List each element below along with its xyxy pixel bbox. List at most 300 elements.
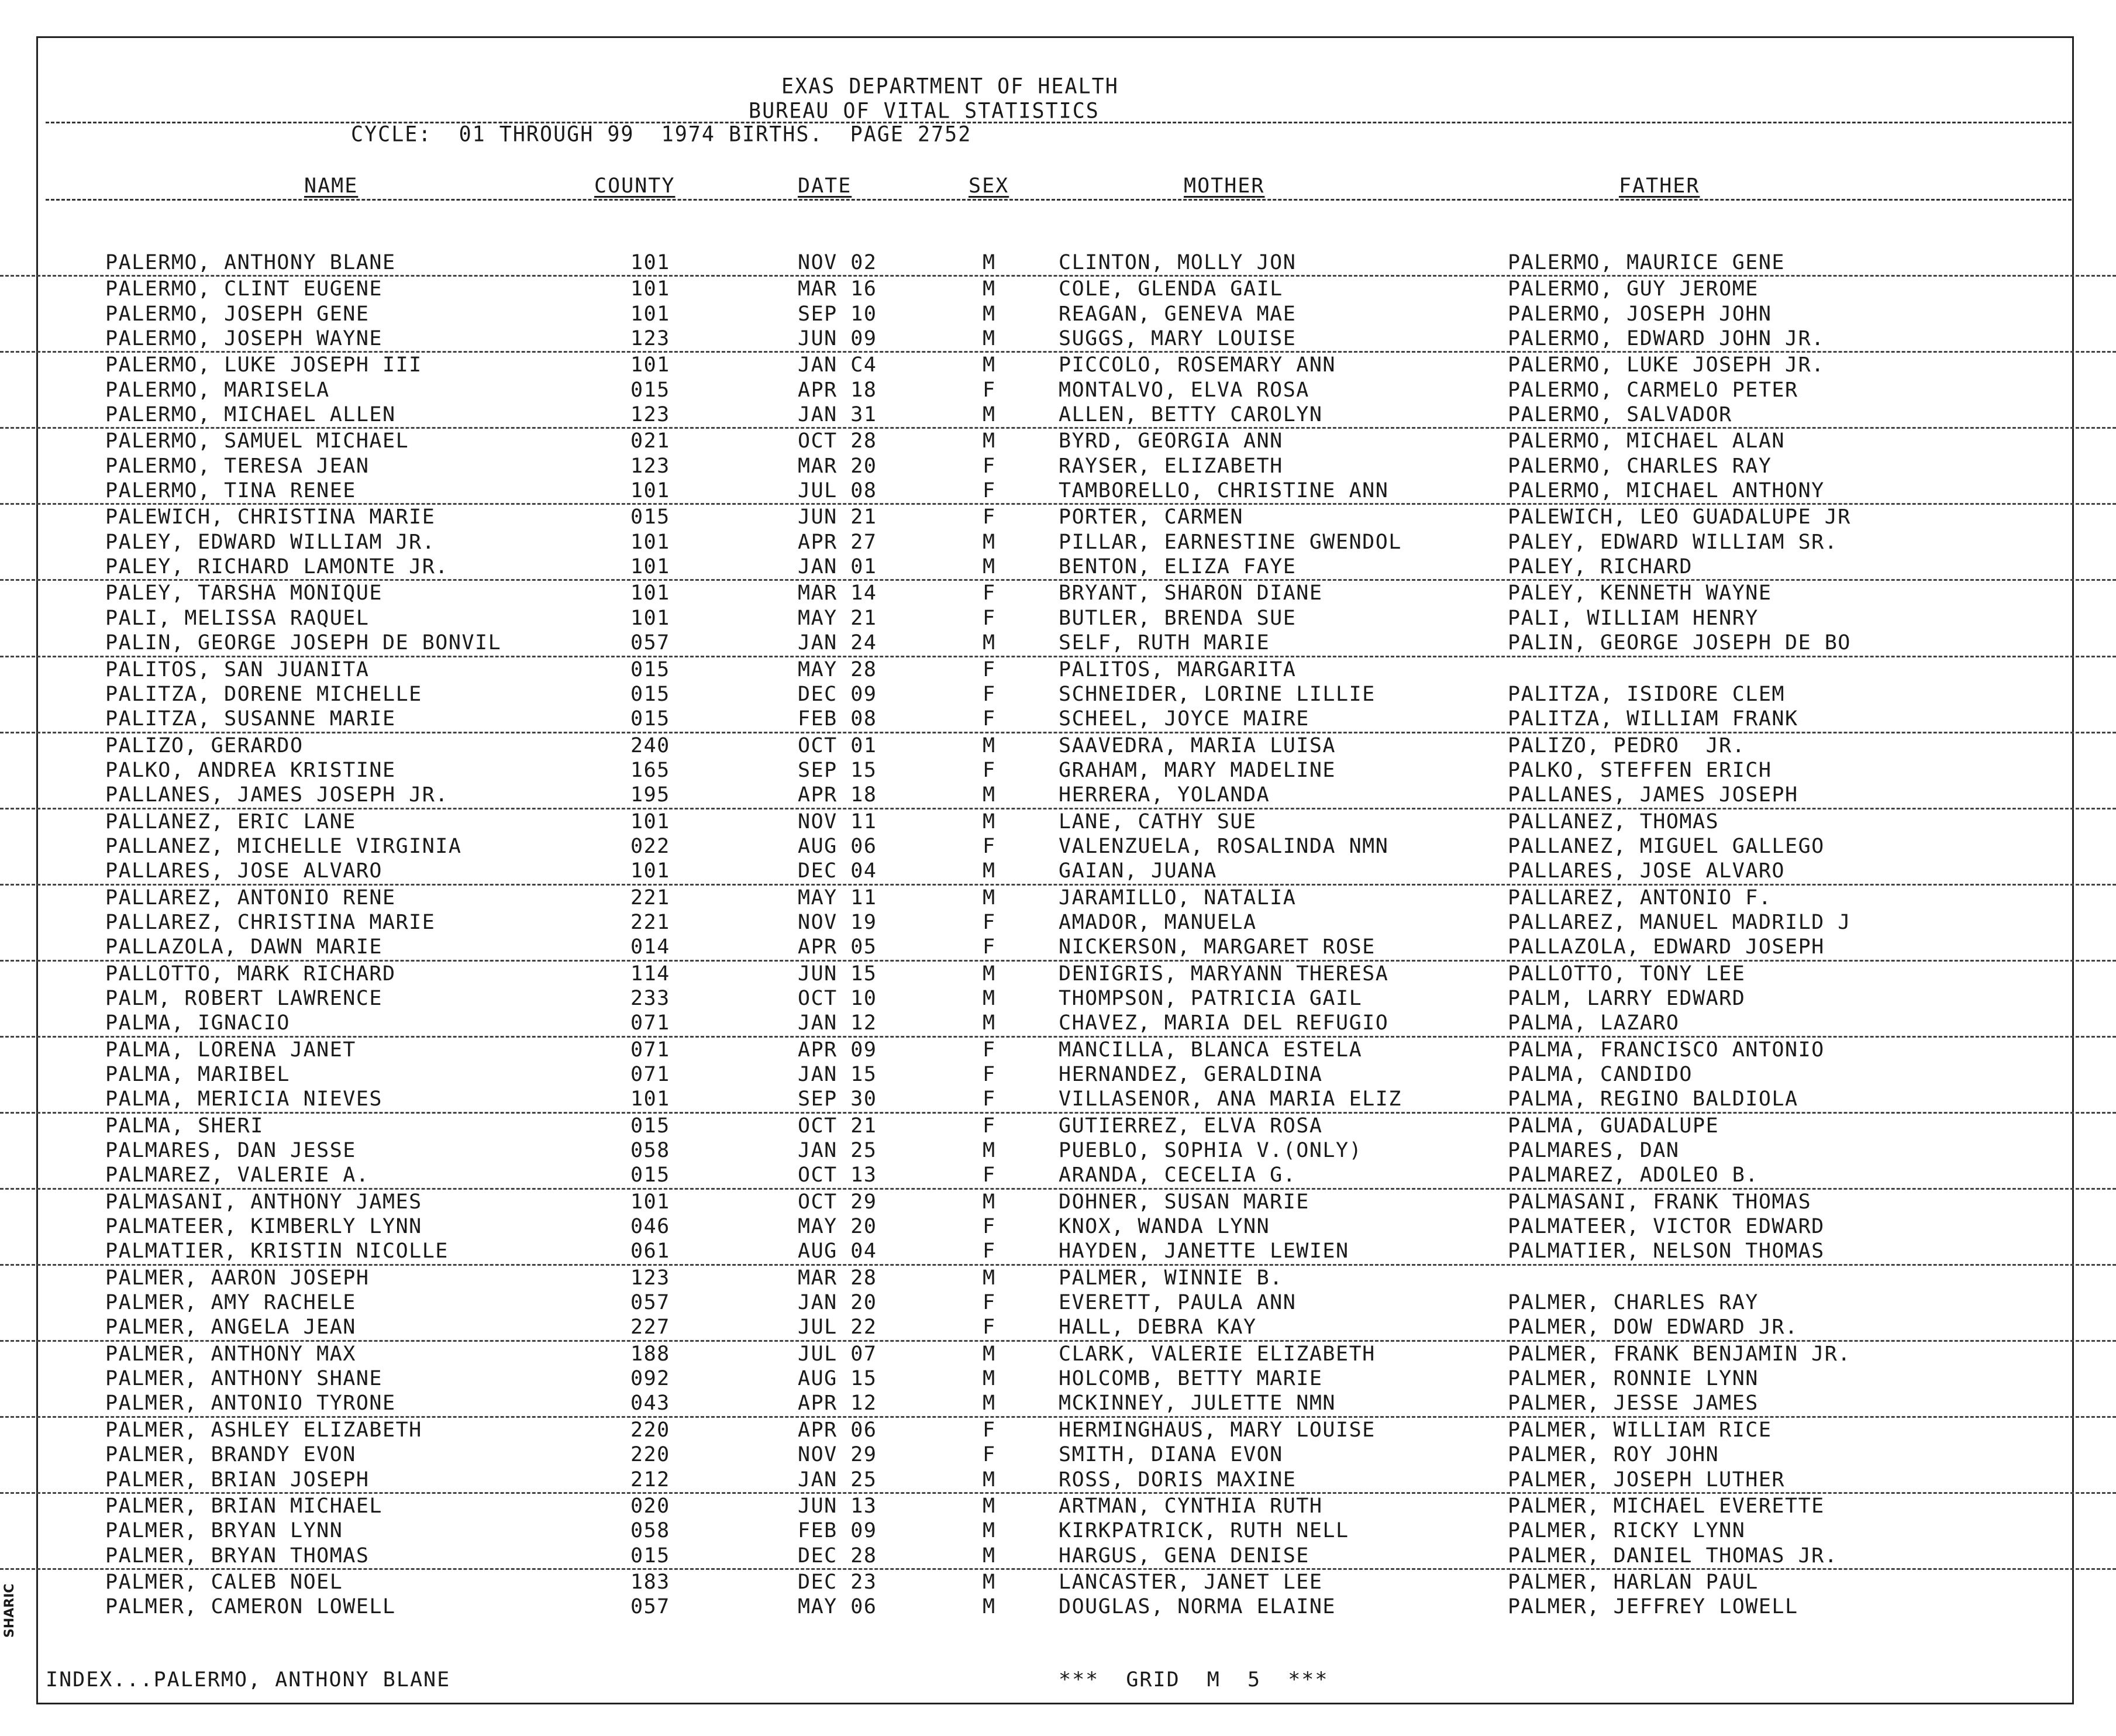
cell-sex: M — [983, 1494, 996, 1518]
cell-name: PALITZA, DORENE MICHELLE — [105, 682, 422, 706]
cell-name: PALMA, LORENA JANET — [105, 1038, 356, 1062]
cell-mother: JARAMILLO, NATALIA — [1059, 886, 1297, 910]
cell-father: PALMER, MICHAEL EVERETTE — [1508, 1494, 1825, 1518]
cell-sex: M — [983, 1367, 996, 1391]
cell-name: PALMA, SHERI — [105, 1114, 264, 1138]
table-row — [0, 302, 2116, 326]
cell-sex: F — [983, 657, 996, 681]
table-row — [0, 1518, 2116, 1543]
cell-date: APR 18 — [798, 378, 877, 402]
cell-mother: ALLEN, BETTY CAROLYN — [1059, 403, 1323, 427]
cell-mother: COLE, GLENDA GAIL — [1059, 277, 1283, 301]
cell-sex: M — [983, 859, 996, 883]
header-bureau: BUREAU OF VITAL STATISTICS — [749, 99, 1100, 123]
cell-name: PALMER, AMY RACHELE — [105, 1291, 356, 1315]
cell-date: JAN 25 — [798, 1139, 877, 1163]
cell-name: PALMATIER, KRISTIN NICOLLE — [105, 1239, 449, 1263]
cell-date: NOV 02 — [798, 251, 877, 274]
cell-mother: NICKERSON, MARGARET ROSE — [1059, 935, 1376, 959]
cell-county: 057 — [630, 631, 670, 655]
table-row — [0, 250, 2116, 277]
cell-sex: M — [983, 403, 996, 427]
cell-sex: F — [983, 1038, 996, 1062]
cell-date: FEB 09 — [798, 1519, 877, 1543]
cell-date: JUL 07 — [798, 1342, 877, 1366]
cell-father: PALLAZOLA, EDWARD JOSEPH — [1508, 935, 1825, 959]
cell-date: APR 27 — [798, 530, 877, 554]
cell-county: 014 — [630, 935, 670, 959]
table-row — [0, 1570, 2116, 1594]
cell-sex: M — [983, 810, 996, 833]
cell-mother: SCHNEIDER, LORINE LILLIE — [1059, 682, 1376, 706]
cell-county: 101 — [630, 353, 670, 377]
cell-sex: F — [983, 606, 996, 630]
cell-name: PALMER, BRANDY EVON — [105, 1443, 356, 1467]
cell-father: PALMER, FRANK BENJAMIN JR. — [1508, 1342, 1851, 1366]
cell-sex: M — [983, 1595, 996, 1619]
cell-name: PALMA, IGNACIO — [105, 1011, 291, 1035]
cell-mother: DENIGRIS, MARYANN THERESA — [1059, 962, 1389, 986]
cell-mother: SCHEEL, JOYCE MAIRE — [1059, 707, 1309, 731]
table-row — [0, 1038, 2116, 1062]
cell-county: 058 — [630, 1519, 670, 1543]
table-row — [0, 554, 2116, 581]
table-row — [0, 935, 2116, 961]
table-row — [0, 834, 2116, 859]
table-row — [0, 378, 2116, 402]
cell-mother: HALL, DEBRA KAY — [1059, 1315, 1257, 1339]
cell-county: 101 — [630, 810, 670, 833]
cell-father: PALMER, JESSE JAMES — [1508, 1391, 1759, 1415]
cell-mother: HERNANDEZ, GERALDINA — [1059, 1063, 1323, 1086]
cell-father: PALMA, REGINO BALDIOLA — [1508, 1087, 1798, 1111]
cell-sex: F — [983, 1443, 996, 1467]
cell-name: PALMATEER, KIMBERLY LYNN — [105, 1215, 422, 1239]
cell-father: PALM, LARRY EDWARD — [1508, 986, 1746, 1010]
cell-sex: F — [983, 834, 996, 858]
table-row — [0, 429, 2116, 453]
cell-mother: GRAHAM, MARY MADELINE — [1059, 758, 1336, 782]
cell-date: MAR 20 — [798, 454, 877, 478]
table-row — [0, 1494, 2116, 1518]
cell-mother: HERMINGHAUS, MARY LOUISE — [1059, 1418, 1376, 1442]
cell-mother: LANCASTER, JANET LEE — [1059, 1570, 1323, 1594]
cell-sex: M — [983, 631, 996, 655]
cell-father: PALEWICH, LEO GUADALUPE JR — [1508, 505, 1851, 529]
table-row — [0, 1418, 2116, 1442]
cell-sex: M — [983, 1190, 996, 1214]
cell-mother: LANE, CATHY SUE — [1059, 810, 1257, 833]
table-row — [0, 1163, 2116, 1189]
cell-date: JUL 22 — [798, 1315, 877, 1339]
header-agency: EXAS DEPARTMENT OF HEALTH — [781, 74, 1119, 99]
side-stamp: SHARIC — [2, 1583, 17, 1638]
table-row — [0, 886, 2116, 910]
cell-father: PALLANEZ, MIGUEL GALLEGO — [1508, 834, 1825, 858]
footer-grid: *** GRID M 5 *** — [1059, 1668, 1329, 1692]
cell-mother: HAYDEN, JANETTE LEWIEN — [1059, 1239, 1349, 1263]
cell-date: JAN C4 — [798, 353, 877, 377]
table-row — [0, 1391, 2116, 1417]
cell-mother: DOUGLAS, NORMA ELAINE — [1059, 1595, 1336, 1619]
cell-county: 043 — [630, 1391, 670, 1415]
cell-mother: DOHNER, SUSAN MARIE — [1059, 1190, 1309, 1214]
cell-date: APR 05 — [798, 935, 877, 959]
table-row — [0, 402, 2116, 429]
cell-name: PALIZO, GERARDO — [105, 733, 304, 757]
table-row — [0, 1442, 2116, 1467]
cell-mother: ARTMAN, CYNTHIA RUTH — [1059, 1494, 1323, 1518]
cell-name: PALMER, CALEB NOEL — [105, 1570, 343, 1594]
cell-sex: F — [983, 1315, 996, 1339]
cell-county: 071 — [630, 1063, 670, 1086]
table-row — [0, 962, 2116, 986]
cell-date: JUN 13 — [798, 1494, 877, 1518]
cell-father: PALIZO, PEDRO JR. — [1508, 733, 1746, 757]
cell-name: PALERMO, MICHAEL ALLEN — [105, 403, 396, 427]
cell-father: PALI, WILLIAM HENRY — [1508, 606, 1759, 630]
cell-county: 188 — [630, 1342, 670, 1366]
cell-date: JUL 08 — [798, 479, 877, 503]
cell-father: PALLAREZ, MANUEL MADRILD J — [1508, 910, 1851, 934]
cell-name: PALMAREZ, VALERIE A. — [105, 1163, 370, 1187]
cell-sex: M — [983, 327, 996, 351]
cell-name: PALLAZOLA, DAWN MARIE — [105, 935, 383, 959]
cell-name: PALLANEZ, ERIC LANE — [105, 810, 356, 833]
cell-mother: PUEBLO, SOPHIA V.(ONLY) — [1059, 1139, 1363, 1163]
cell-county: 114 — [630, 962, 670, 986]
cell-sex: M — [983, 302, 996, 326]
cell-date: JUN 21 — [798, 505, 877, 529]
cell-mother: SELF, RUTH MARIE — [1059, 631, 1270, 655]
table-row — [0, 810, 2116, 834]
cell-date: JAN 12 — [798, 1011, 877, 1035]
cell-father: PALMA, LAZARO — [1508, 1011, 1680, 1035]
cell-name: PALLAREZ, CHRISTINA MARIE — [105, 910, 436, 934]
cell-sex: F — [983, 1163, 996, 1187]
cell-father: PALMER, CHARLES RAY — [1508, 1291, 1759, 1315]
cell-county: 022 — [630, 834, 670, 858]
cell-county: 071 — [630, 1011, 670, 1035]
cell-father: PALIN, GEORGE JOSEPH DE BO — [1508, 631, 1851, 655]
cell-county: 212 — [630, 1468, 670, 1492]
cell-name: PALLOTTO, MARK RICHARD — [105, 962, 396, 986]
cell-name: PALKO, ANDREA KRISTINE — [105, 758, 396, 782]
cell-county: 101 — [630, 859, 670, 883]
cell-sex: M — [983, 1391, 996, 1415]
cell-county: 123 — [630, 454, 670, 478]
table-row — [0, 326, 2116, 353]
cell-county: 101 — [630, 581, 670, 605]
cell-mother: MONTALVO, ELVA ROSA — [1059, 378, 1309, 402]
cell-name: PALMER, BRYAN LYNN — [105, 1519, 343, 1543]
cell-mother: PILLAR, EARNESTINE GWENDOL — [1059, 530, 1402, 554]
cell-father: PALMER, ROY JOHN — [1508, 1443, 1719, 1467]
table-row — [0, 581, 2116, 605]
cell-date: DEC 23 — [798, 1570, 877, 1594]
cell-father: PALLAREZ, ANTONIO F. — [1508, 886, 1772, 910]
cell-date: AUG 15 — [798, 1367, 877, 1391]
cell-father: PALMER, WILLIAM RICE — [1508, 1418, 1772, 1442]
table-row — [0, 1266, 2116, 1290]
cell-county: 015 — [630, 657, 670, 681]
cell-mother: VALENZUELA, ROSALINDA NMN — [1059, 834, 1389, 858]
table-row — [0, 353, 2116, 377]
birth-records-table — [0, 250, 2116, 1620]
cell-date: OCT 01 — [798, 733, 877, 757]
cell-date: SEP 30 — [798, 1087, 877, 1111]
cell-name: PALMER, BRYAN THOMAS — [105, 1544, 370, 1568]
cell-county: 046 — [630, 1215, 670, 1239]
cell-name: PALMER, ANTHONY SHANE — [105, 1367, 383, 1391]
cell-county: 101 — [630, 302, 670, 326]
cell-date: NOV 11 — [798, 810, 877, 833]
cell-father: PALMAREZ, ADOLEO B. — [1508, 1163, 1759, 1187]
cell-date: MAR 16 — [798, 277, 877, 301]
cell-county: 101 — [630, 530, 670, 554]
cell-sex: M — [983, 555, 996, 579]
cell-date: APR 06 — [798, 1418, 877, 1442]
cell-sex: F — [983, 378, 996, 402]
cell-sex: M — [983, 962, 996, 986]
cell-name: PALMA, MERICIA NIEVES — [105, 1087, 383, 1111]
cell-county: 057 — [630, 1291, 670, 1315]
col-header-county: COUNTY — [594, 174, 676, 198]
cell-mother: MCKINNEY, JULETTE NMN — [1059, 1391, 1336, 1415]
cell-sex: M — [983, 251, 996, 274]
table-row — [0, 454, 2116, 478]
cell-date: APR 18 — [798, 783, 877, 807]
cell-sex: M — [983, 429, 996, 453]
cell-mother: KIRKPATRICK, RUTH NELL — [1059, 1519, 1349, 1543]
cell-father: PALMATIER, NELSON THOMAS — [1508, 1239, 1825, 1263]
cell-sex: F — [983, 1418, 996, 1442]
cell-name: PALMA, MARIBEL — [105, 1063, 291, 1086]
cell-county: 101 — [630, 1087, 670, 1111]
cell-mother: SMITH, DIANA EVON — [1059, 1443, 1283, 1467]
cell-date: MAR 14 — [798, 581, 877, 605]
cell-county: 123 — [630, 327, 670, 351]
cell-name: PALERMO, JOSEPH WAYNE — [105, 327, 383, 351]
cell-name: PALITOS, SAN JUANITA — [105, 657, 370, 681]
cell-father: PALMER, RONNIE LYNN — [1508, 1367, 1759, 1391]
cell-mother: REAGAN, GENEVA MAE — [1059, 302, 1297, 326]
cell-county: 195 — [630, 783, 670, 807]
cell-mother: TAMBORELLO, CHRISTINE ANN — [1059, 479, 1389, 503]
table-row — [0, 277, 2116, 301]
cell-sex: F — [983, 935, 996, 959]
cell-county: 101 — [630, 479, 670, 503]
cell-sex: F — [983, 1087, 996, 1111]
cell-father: PALEY, EDWARD WILLIAM SR. — [1508, 530, 1838, 554]
table-row — [0, 1315, 2116, 1341]
table-row — [0, 733, 2116, 758]
cell-mother: ARANDA, CECELIA G. — [1059, 1163, 1297, 1187]
cell-name: PALI, MELISSA RAQUEL — [105, 606, 370, 630]
cell-name: PALMER, ANGELA JEAN — [105, 1315, 356, 1339]
cell-name: PALEY, RICHARD LAMONTE JR. — [105, 555, 449, 579]
cell-father: PALITZA, ISIDORE CLEM — [1508, 682, 1786, 706]
cell-father: PALMER, DOW EDWARD JR. — [1508, 1315, 1798, 1339]
cell-father: PALMA, GUADALUPE — [1508, 1114, 1719, 1138]
cell-county: 015 — [630, 505, 670, 529]
cell-sex: M — [983, 1570, 996, 1594]
cell-mother: BRYANT, SHARON DIANE — [1059, 581, 1323, 605]
cell-sex: F — [983, 1114, 996, 1138]
cell-sex: F — [983, 479, 996, 503]
cell-name: PALMASANI, ANTHONY JAMES — [105, 1190, 422, 1214]
cell-name: PALITZA, SUSANNE MARIE — [105, 707, 396, 731]
cell-father: PALMASANI, FRANK THOMAS — [1508, 1190, 1812, 1214]
table-row — [0, 606, 2116, 631]
cell-county: 015 — [630, 1544, 670, 1568]
cell-name: PALERMO, TERESA JEAN — [105, 454, 370, 478]
cell-name: PALERMO, SAMUEL MICHAEL — [105, 429, 409, 453]
cell-county: 183 — [630, 1570, 670, 1594]
cell-sex: M — [983, 1544, 996, 1568]
cell-mother: GAIAN, JUANA — [1059, 859, 1217, 883]
cell-name: PALMER, AARON JOSEPH — [105, 1266, 370, 1290]
cell-date: NOV 19 — [798, 910, 877, 934]
cell-sex: F — [983, 758, 996, 782]
table-row — [0, 783, 2116, 809]
col-header-name: NAME — [304, 174, 359, 198]
cell-name: PALLAREZ, ANTONIO RENE — [105, 886, 396, 910]
cell-sex: F — [983, 505, 996, 529]
table-row — [0, 1239, 2116, 1265]
cell-mother: CLINTON, MOLLY JON — [1059, 251, 1297, 274]
cell-mother: SUGGS, MARY LOUISE — [1059, 327, 1297, 351]
cell-father: PALLOTTO, TONY LEE — [1508, 962, 1746, 986]
cell-date: SEP 10 — [798, 302, 877, 326]
table-row — [0, 1366, 2116, 1391]
cell-name: PALMER, ASHLEY ELIZABETH — [105, 1418, 422, 1442]
table-row — [0, 1087, 2116, 1113]
cell-date: JUN 15 — [798, 962, 877, 986]
cell-father: PALEY, RICHARD — [1508, 555, 1693, 579]
cell-sex: M — [983, 886, 996, 910]
table-row — [0, 707, 2116, 733]
cell-county: 015 — [630, 707, 670, 731]
cell-father: PALEY, KENNETH WAYNE — [1508, 581, 1772, 605]
table-row — [0, 1011, 2116, 1037]
cell-name: PALEY, TARSHA MONIQUE — [105, 581, 383, 605]
cell-county: 101 — [630, 555, 670, 579]
cell-father: PALERMO, JOSEPH JOHN — [1508, 302, 1772, 326]
cell-mother: BENTON, ELIZA FAYE — [1059, 555, 1297, 579]
cell-sex: F — [983, 454, 996, 478]
cell-mother: SAAVEDRA, MARIA LUISA — [1059, 733, 1336, 757]
cell-sex: F — [983, 1291, 996, 1315]
cell-county: 220 — [630, 1418, 670, 1442]
table-row — [0, 986, 2116, 1011]
cell-sex: M — [983, 1342, 996, 1366]
cell-date: OCT 28 — [798, 429, 877, 453]
cell-sex: M — [983, 783, 996, 807]
cell-name: PALMER, BRIAN MICHAEL — [105, 1494, 383, 1518]
cell-father: PALERMO, MAURICE GENE — [1508, 251, 1786, 274]
table-row — [0, 631, 2116, 657]
cell-date: OCT 10 — [798, 986, 877, 1010]
cell-mother: THOMPSON, PATRICIA GAIL — [1059, 986, 1363, 1010]
cell-county: 101 — [630, 606, 670, 630]
cell-date: OCT 29 — [798, 1190, 877, 1214]
cell-sex: F — [983, 910, 996, 934]
cell-father: PALMER, DANIEL THOMAS JR. — [1508, 1544, 1838, 1568]
cell-county: 165 — [630, 758, 670, 782]
cell-date: MAY 20 — [798, 1215, 877, 1239]
cell-sex: F — [983, 581, 996, 605]
cell-name: PALMER, ANTHONY MAX — [105, 1342, 356, 1366]
column-header-rule — [46, 199, 2072, 201]
cell-father: PALERMO, SALVADOR — [1508, 403, 1732, 427]
cell-date: JAN 25 — [798, 1468, 877, 1492]
cell-county: 058 — [630, 1139, 670, 1163]
cell-sex: M — [983, 1139, 996, 1163]
cell-father: PALERMO, CARMELO PETER — [1508, 378, 1798, 402]
cell-father: PALMER, RICKY LYNN — [1508, 1519, 1746, 1543]
cell-mother: HARGUS, GENA DENISE — [1059, 1544, 1309, 1568]
table-row — [0, 910, 2116, 935]
cell-father: PALMARES, DAN — [1508, 1139, 1680, 1163]
cell-county: 015 — [630, 378, 670, 402]
cell-name: PALLARES, JOSE ALVARO — [105, 859, 383, 883]
cell-name: PALMARES, DAN JESSE — [105, 1139, 356, 1163]
table-row — [0, 1594, 2116, 1619]
cell-name: PALLANES, JAMES JOSEPH JR. — [105, 783, 449, 807]
cell-name: PALERMO, ANTHONY BLANE — [105, 251, 396, 274]
cell-name: PALIN, GEORGE JOSEPH DE BONVIL — [105, 631, 502, 655]
cell-county: 227 — [630, 1315, 670, 1339]
cell-name: PALMER, CAMERON LOWELL — [105, 1595, 396, 1619]
cell-sex: M — [983, 986, 996, 1010]
cell-date: MAR 28 — [798, 1266, 877, 1290]
cell-date: NOV 29 — [798, 1443, 877, 1467]
cell-sex: F — [983, 682, 996, 706]
cell-mother: HOLCOMB, BETTY MARIE — [1059, 1367, 1323, 1391]
cell-date: DEC 09 — [798, 682, 877, 706]
cell-father: PALMATEER, VICTOR EDWARD — [1508, 1215, 1825, 1239]
cell-mother: PALMER, WINNIE B. — [1059, 1266, 1283, 1290]
cell-name: PALERMO, JOSEPH GENE — [105, 302, 370, 326]
cell-mother: GUTIERREZ, ELVA ROSA — [1059, 1114, 1323, 1138]
table-row — [0, 657, 2116, 682]
cell-sex: M — [983, 1266, 996, 1290]
cell-date: MAY 11 — [798, 886, 877, 910]
cell-county: 020 — [630, 1494, 670, 1518]
cell-father: PALERMO, MICHAEL ANTHONY — [1508, 479, 1825, 503]
cell-father: PALMER, HARLAN PAUL — [1508, 1570, 1759, 1594]
cell-county: 233 — [630, 986, 670, 1010]
cell-sex: F — [983, 1215, 996, 1239]
cell-mother: HERRERA, YOLANDA — [1059, 783, 1270, 807]
cell-mother: PALITOS, MARGARITA — [1059, 657, 1297, 681]
cell-date: FEB 08 — [798, 707, 877, 731]
cell-mother: ROSS, DORIS MAXINE — [1059, 1468, 1297, 1492]
cell-father: PALERMO, EDWARD JOHN JR. — [1508, 327, 1825, 351]
cell-name: PALMER, ANTONIO TYRONE — [105, 1391, 396, 1415]
table-row — [0, 1468, 2116, 1494]
cell-name: PALERMO, CLINT EUGENE — [105, 277, 383, 301]
col-header-sex: SEX — [969, 174, 1009, 198]
cell-father: PALMER, JOSEPH LUTHER — [1508, 1468, 1786, 1492]
cell-date: APR 09 — [798, 1038, 877, 1062]
cell-date: JAN 01 — [798, 555, 877, 579]
table-row — [0, 1290, 2116, 1315]
cell-date: OCT 21 — [798, 1114, 877, 1138]
table-row — [0, 1062, 2116, 1087]
table-row — [0, 1138, 2116, 1163]
